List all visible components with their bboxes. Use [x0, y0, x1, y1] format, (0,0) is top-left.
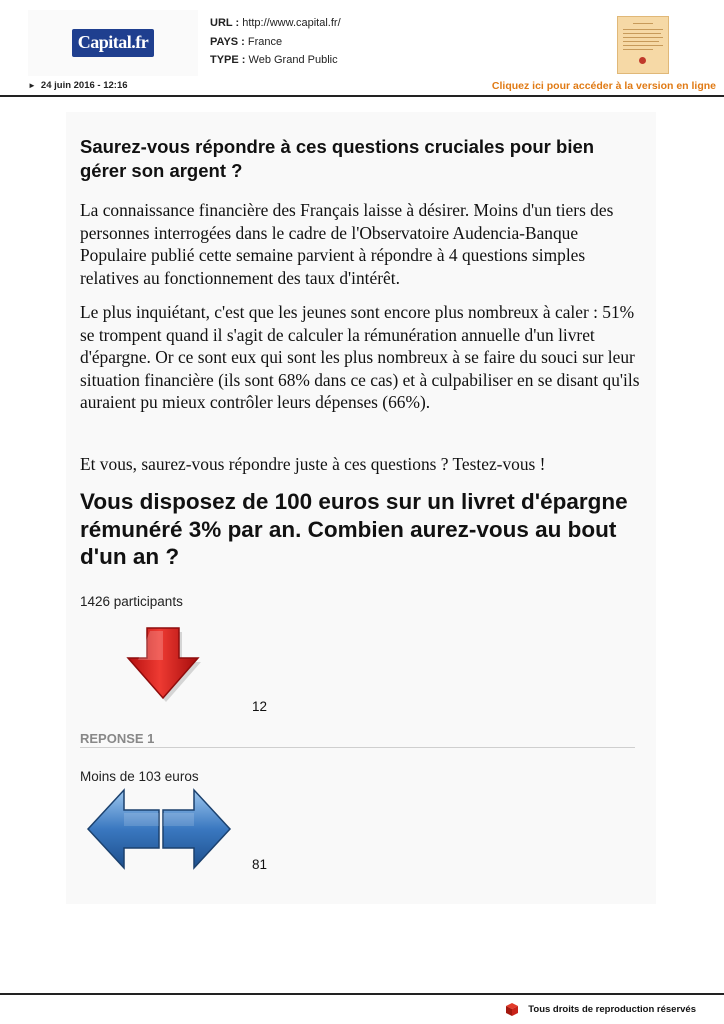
cube-logo-icon	[506, 1003, 518, 1016]
pays-label: PAYS :	[210, 35, 245, 48]
red-down-arrow-icon[interactable]	[124, 620, 204, 704]
footer-divider	[0, 993, 724, 995]
url-value[interactable]: http://www.capital.fr/	[242, 17, 341, 29]
logo-text: Capital.fr	[77, 32, 149, 52]
page-thumbnail[interactable]	[617, 16, 669, 74]
reponse-heading: REPONSE 1	[80, 731, 155, 746]
type-value: Web Grand Public	[248, 54, 338, 66]
pays-row	[210, 33, 341, 52]
pays-value: France	[247, 35, 283, 48]
capital-logo	[28, 10, 198, 76]
online-version-link[interactable]: Cliquez ici pour accéder à la version en ligne	[491, 80, 716, 92]
publication-date	[28, 80, 128, 91]
article-card	[66, 112, 656, 904]
left-right-arrow-count: 81	[252, 857, 268, 872]
type-row	[210, 51, 341, 70]
url-label: URL :	[210, 17, 240, 29]
article-title: Saurez-vous répondre à ces questions cruciales pour bien gérer son argent ?	[80, 136, 595, 181]
source-metadata	[210, 14, 341, 70]
copyright-text: Tous droits de reproduction réservés	[528, 1004, 696, 1015]
bullet-arrow-icon: ►	[28, 81, 36, 90]
reponse-divider	[80, 747, 635, 748]
down-arrow-count: 12	[252, 699, 268, 714]
answer-option-label: Moins de 103 euros	[80, 769, 199, 784]
type-label: TYPE :	[210, 54, 246, 66]
blue-left-right-arrow-icon[interactable]	[84, 782, 234, 872]
copyright-notice	[506, 1003, 696, 1016]
article-paragraph-3: Et vous, saurez-vous répondre juste à ces questions ? Testez-vous !	[80, 454, 546, 474]
date-text: 24 juin 2016 - 12:16	[40, 80, 128, 91]
article-paragraph-1: La connaissance financière des Français laisse à désirer. Moins d'un tiers des personnes interrogées dans le cadre de l'Observatoire Audencia-Banque Populaire publié cette semaine parvient à répondre à 4 questions simples relatives au fonctionnement des taux d'intérêt.	[80, 200, 614, 288]
header-divider	[0, 95, 724, 97]
capital-logo-mark	[72, 29, 155, 57]
url-row	[210, 14, 341, 33]
article-paragraph-2: Le plus inquiétant, c'est que les jeunes sont encore plus nombreux à caler : 51% se trompent quand il s'agit de calculer la rémunération annuelle d'un livret d'épargne. Or ce sont eux qui sont les plus nombreux à se faire du souci sur leur situation financière (ils sont 68% dans ce cas) et à culpabiliser en se disant qu'ils auraient pu mieux contrôler leurs dépenses (66%).	[80, 302, 640, 412]
quiz-question: Vous disposez de 100 euros sur un livret d'épargne rémunéré 3% par an. Combien aurez-vous au bout d'un an ?	[80, 489, 628, 569]
participants-count: 1426 participants	[80, 594, 183, 609]
